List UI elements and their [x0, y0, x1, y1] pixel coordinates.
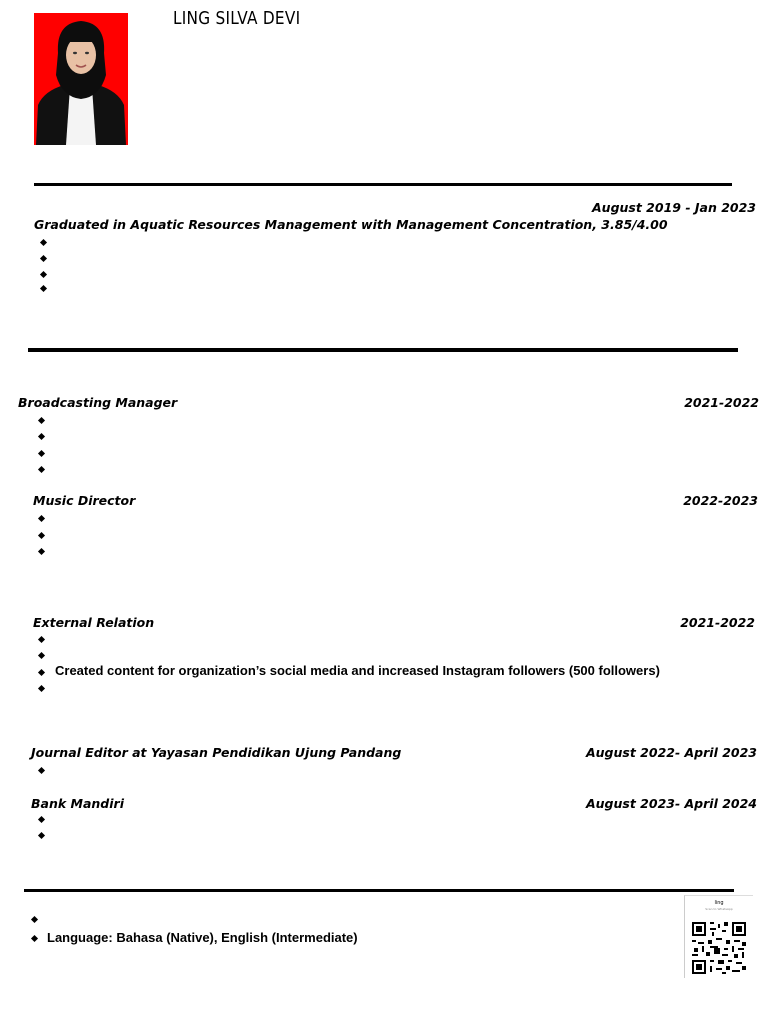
bullet	[31, 935, 38, 942]
bullet	[38, 450, 45, 457]
bullet	[38, 685, 45, 692]
bullet	[38, 652, 45, 659]
bullet	[38, 548, 45, 555]
job-title: Journal Editor at Yayasan Pendidikan Ujung Pandang	[31, 745, 402, 760]
bullet	[38, 515, 45, 522]
bullet	[38, 532, 45, 539]
job-date: 2022-2023	[683, 493, 758, 508]
section-divider	[24, 889, 734, 892]
bullet	[38, 636, 45, 643]
qr-code-card[interactable]	[684, 895, 753, 978]
bullet	[40, 255, 47, 262]
bullet	[38, 832, 45, 839]
job-date: 2021-2022	[680, 615, 755, 630]
qr-code-icon	[692, 922, 746, 974]
job-date: 2021-2022	[684, 395, 759, 410]
qr-subtitle: Scan to WhatsApp	[705, 907, 733, 911]
job-achievement: Created content for organization’s social media and increased Instagram followers (500 followers)	[55, 663, 660, 678]
bullet	[38, 669, 45, 676]
job-title: Broadcasting Manager	[18, 395, 178, 410]
bullet	[40, 285, 47, 292]
job-title: Bank Mandiri	[31, 796, 124, 811]
education-date: August 2019 - Jan 2023	[592, 200, 756, 215]
bullet	[38, 417, 45, 424]
profile-photo	[34, 13, 128, 145]
job-title: External Relation	[33, 615, 155, 630]
bullet	[38, 433, 45, 440]
candidate-name: LING SILVA DEVI	[173, 8, 301, 29]
language-skill: Language: Bahasa (Native), English (Intermediate)	[47, 930, 358, 945]
bullet	[38, 767, 45, 774]
section-divider	[28, 348, 738, 352]
bullet	[38, 816, 45, 823]
bullet	[31, 916, 38, 923]
job-date: August 2023- April 2024	[585, 796, 757, 811]
education-degree: Graduated in Aquatic Resources Management with Management Concentration, 3.85/4.00	[34, 217, 668, 232]
person-portrait	[34, 13, 128, 145]
job-date: August 2022- April 2023	[585, 745, 757, 760]
section-divider	[34, 183, 732, 186]
job-title: Music Director	[33, 493, 136, 508]
qr-title: ling	[714, 900, 724, 906]
bullet	[40, 239, 47, 246]
bullet	[38, 466, 45, 473]
bullet	[40, 271, 47, 278]
